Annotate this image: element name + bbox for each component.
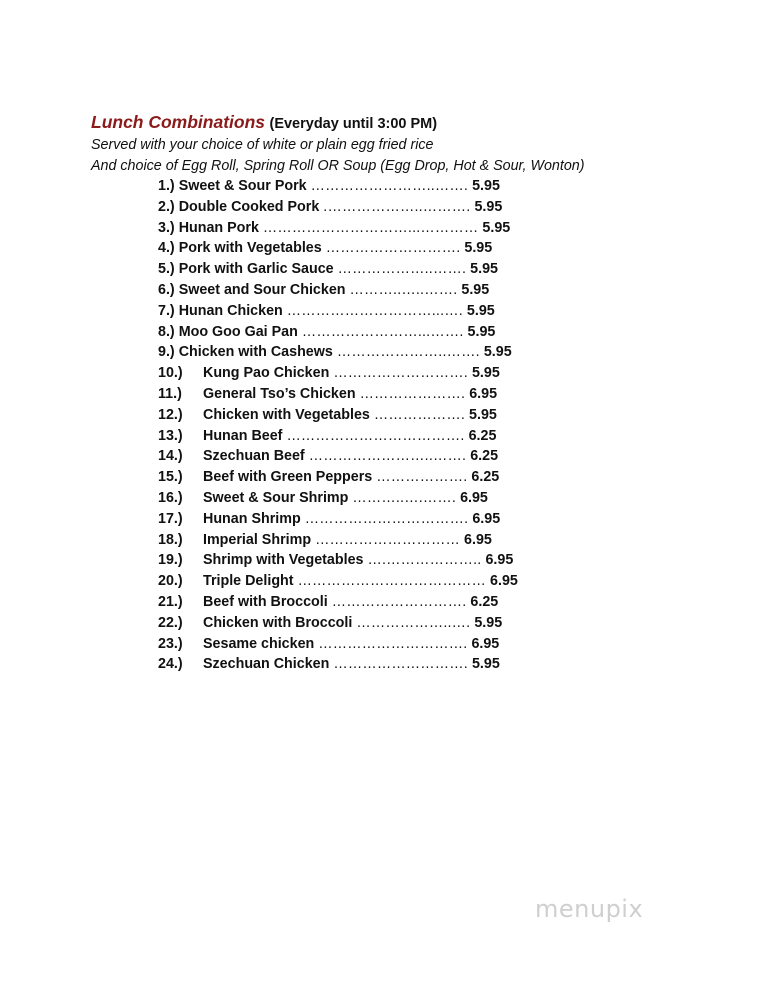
menu-item-name: General Tso’s Chicken bbox=[203, 385, 356, 402]
menu-item bbox=[158, 405, 518, 426]
dot-leader: ….……………….. bbox=[367, 552, 482, 569]
dot-leader: ………..….……. bbox=[352, 489, 457, 506]
menu-item-price: 6.25 bbox=[470, 593, 499, 610]
dot-leader: ………………. bbox=[373, 406, 466, 423]
dot-leader: ………………………. bbox=[333, 656, 468, 673]
menu-item-price: 6.25 bbox=[470, 448, 499, 465]
menu-item bbox=[158, 592, 518, 613]
menu-item-name: Triple Delight bbox=[203, 573, 294, 590]
menu-item-list bbox=[158, 176, 518, 675]
dot-leader: ………………. bbox=[376, 469, 468, 486]
menu-item-price: 5.95 bbox=[469, 406, 497, 423]
menu-item bbox=[158, 654, 518, 675]
menu-item-number: 13.) bbox=[158, 427, 183, 444]
menu-item-number: 15.) bbox=[158, 469, 183, 486]
menu-item-name: Beef with Broccoli bbox=[203, 593, 328, 610]
menu-item-name: Pork with Vegetables bbox=[178, 240, 322, 257]
side-choice-note: And choice of Egg Roll, Spring Roll OR Soup (Egg Drop, Hot & Sour, Wonton) bbox=[91, 158, 585, 174]
menu-item bbox=[158, 509, 518, 530]
menu-item-price: 5.95 bbox=[474, 614, 503, 631]
menu-item bbox=[158, 384, 518, 405]
menu-item-price: 5.95 bbox=[482, 219, 511, 236]
menu-item-number: 5.) bbox=[158, 261, 175, 278]
dot-leader: ………………………. bbox=[325, 240, 461, 257]
dot-leader: …………………………...………… bbox=[262, 219, 479, 236]
dot-leader: ………………………………. bbox=[286, 427, 465, 444]
menu-item bbox=[158, 259, 518, 280]
menu-item bbox=[158, 301, 518, 322]
dot-leader: ………………..…. bbox=[356, 614, 471, 631]
menu-item-name: Pork with Garlic Sauce bbox=[178, 261, 334, 278]
dot-leader: ………………………… bbox=[315, 531, 461, 548]
menu-item-price: 6.95 bbox=[464, 531, 492, 548]
menu-item-number: 3.) bbox=[158, 219, 175, 236]
menu-item-number: 4.) bbox=[158, 240, 175, 257]
menu-item-price: 6.25 bbox=[468, 427, 497, 444]
menu-item bbox=[158, 634, 518, 655]
menu-item-price: 6.95 bbox=[485, 552, 514, 569]
dot-leader: .………………..………. bbox=[323, 198, 471, 215]
menu-item bbox=[158, 197, 518, 218]
menu-item-number: 19.) bbox=[158, 552, 183, 569]
menu-item-price: 5.95 bbox=[467, 323, 496, 340]
menu-item-number: 8.) bbox=[158, 323, 175, 340]
menu-item-name: Shrimp with Vegetables bbox=[203, 552, 364, 569]
menu-item-number: 6.) bbox=[158, 281, 175, 298]
menu-item-name: Hunan Beef bbox=[203, 427, 283, 444]
menu-item-number: 24.) bbox=[158, 656, 183, 673]
menu-item-name: Sweet & Sour Pork bbox=[178, 178, 307, 194]
menu-item-price: 5.95 bbox=[471, 656, 500, 673]
menu-item-number: 20.) bbox=[158, 573, 183, 590]
menu-item-number: 23.) bbox=[158, 635, 183, 652]
menu-item-name: Beef with Green Peppers bbox=[203, 469, 373, 486]
menu-item-name: Hunan Shrimp bbox=[203, 510, 301, 527]
menu-item bbox=[158, 426, 518, 447]
menu-item-name: Chicken with Cashews bbox=[178, 344, 333, 361]
dot-leader: ……………………..……. bbox=[310, 178, 469, 194]
menu-item-price: 6.95 bbox=[472, 510, 501, 527]
dot-leader: ………..…..……. bbox=[349, 281, 458, 298]
menu-item-name: Sweet & Sour Shrimp bbox=[203, 489, 349, 506]
menu-item-name: Double Cooked Pork bbox=[178, 198, 320, 215]
menu-item-number: 18.) bbox=[158, 531, 183, 548]
menu-item-number: 17.) bbox=[158, 510, 183, 527]
menu-item-name: Hunan Chicken bbox=[178, 302, 283, 319]
section-heading bbox=[91, 111, 437, 135]
menu-item bbox=[158, 218, 518, 239]
menu-item-number: 16.) bbox=[158, 489, 183, 506]
menu-item-price: 6.95 bbox=[460, 489, 488, 506]
dot-leader: ……………………………. bbox=[304, 510, 469, 527]
menu-item-name: Hunan Pork bbox=[178, 219, 259, 236]
menu-item bbox=[158, 280, 518, 301]
section-title: Lunch Combinations bbox=[91, 112, 266, 132]
menu-item-price: 5.95 bbox=[466, 302, 495, 319]
menu-item bbox=[158, 613, 518, 634]
menu-item-price: 5.95 bbox=[461, 281, 490, 298]
menu-item-number: 12.) bbox=[158, 406, 183, 423]
menu-item bbox=[158, 467, 518, 488]
menu-item-name: Kung Pao Chicken bbox=[203, 365, 330, 382]
menu-item-price: 6.25 bbox=[471, 469, 500, 486]
menu-item bbox=[158, 363, 518, 384]
dot-leader: ………………………. bbox=[333, 365, 468, 382]
menu-item-number: 22.) bbox=[158, 614, 183, 631]
menu-item-name: Chicken with Broccoli bbox=[203, 614, 353, 631]
menu-item bbox=[158, 322, 518, 343]
dot-leader: …………………………...…. bbox=[286, 302, 463, 319]
section-hours: (Everyday until 3:00 PM) bbox=[269, 116, 438, 132]
menu-item bbox=[158, 342, 518, 363]
dot-leader: ……………………..……. bbox=[308, 448, 467, 465]
menu-item bbox=[158, 571, 518, 592]
menu-item-number: 10.) bbox=[158, 365, 183, 382]
menu-item-price: 6.95 bbox=[471, 635, 500, 652]
dot-leader: ………………………. bbox=[331, 593, 467, 610]
menu-item-price: 6.95 bbox=[490, 573, 518, 590]
menu-item bbox=[158, 530, 518, 551]
menu-item-price: 5.95 bbox=[474, 198, 503, 215]
menu-item-name: Sweet and Sour Chicken bbox=[178, 281, 346, 298]
dot-leader: …………………..……. bbox=[336, 344, 480, 361]
menu-item bbox=[158, 488, 518, 509]
menu-item bbox=[158, 238, 518, 259]
dot-leader: ……………………...……. bbox=[301, 323, 464, 340]
menu-item bbox=[158, 550, 518, 571]
rice-choice-note: Served with your choice of white or plain egg fried rice bbox=[91, 137, 434, 153]
menu-item-number: 21.) bbox=[158, 593, 183, 610]
menu-item-number: 9.) bbox=[158, 344, 175, 361]
dot-leader: ………………..……. bbox=[337, 261, 467, 278]
menu-item-price: 6.95 bbox=[469, 385, 498, 402]
menu-item-number: 14.) bbox=[158, 448, 183, 465]
menu-item-name: Chicken with Vegetables bbox=[203, 406, 370, 423]
dot-leader: ………………………………… bbox=[297, 573, 487, 590]
menu-item-name: Moo Goo Gai Pan bbox=[178, 323, 298, 340]
menu-item-price: 5.95 bbox=[464, 240, 493, 257]
menu-item-price: 5.95 bbox=[472, 178, 500, 194]
menu-item-name: Imperial Shrimp bbox=[203, 531, 312, 548]
menu-item-name: Sesame chicken bbox=[203, 635, 315, 652]
menu-item bbox=[158, 446, 518, 467]
menu-item-price: 5.95 bbox=[470, 261, 498, 278]
dot-leader: …………………. bbox=[359, 385, 466, 402]
menu-item-name: Szechuan Beef bbox=[203, 448, 305, 465]
menupix-watermark: menupix bbox=[535, 895, 644, 923]
menu-item-number: 2.) bbox=[158, 198, 175, 215]
menu-item-name: Szechuan Chicken bbox=[203, 656, 330, 673]
menu-item-number: 1.) bbox=[158, 178, 175, 194]
menu-item-price: 5.95 bbox=[471, 365, 500, 382]
menu-item bbox=[158, 176, 518, 197]
menu-item-number: 7.) bbox=[158, 302, 175, 319]
menu-item-number: 11.) bbox=[158, 385, 182, 402]
dot-leader: …………………………. bbox=[318, 635, 468, 652]
menu-item-price: 5.95 bbox=[483, 344, 512, 361]
